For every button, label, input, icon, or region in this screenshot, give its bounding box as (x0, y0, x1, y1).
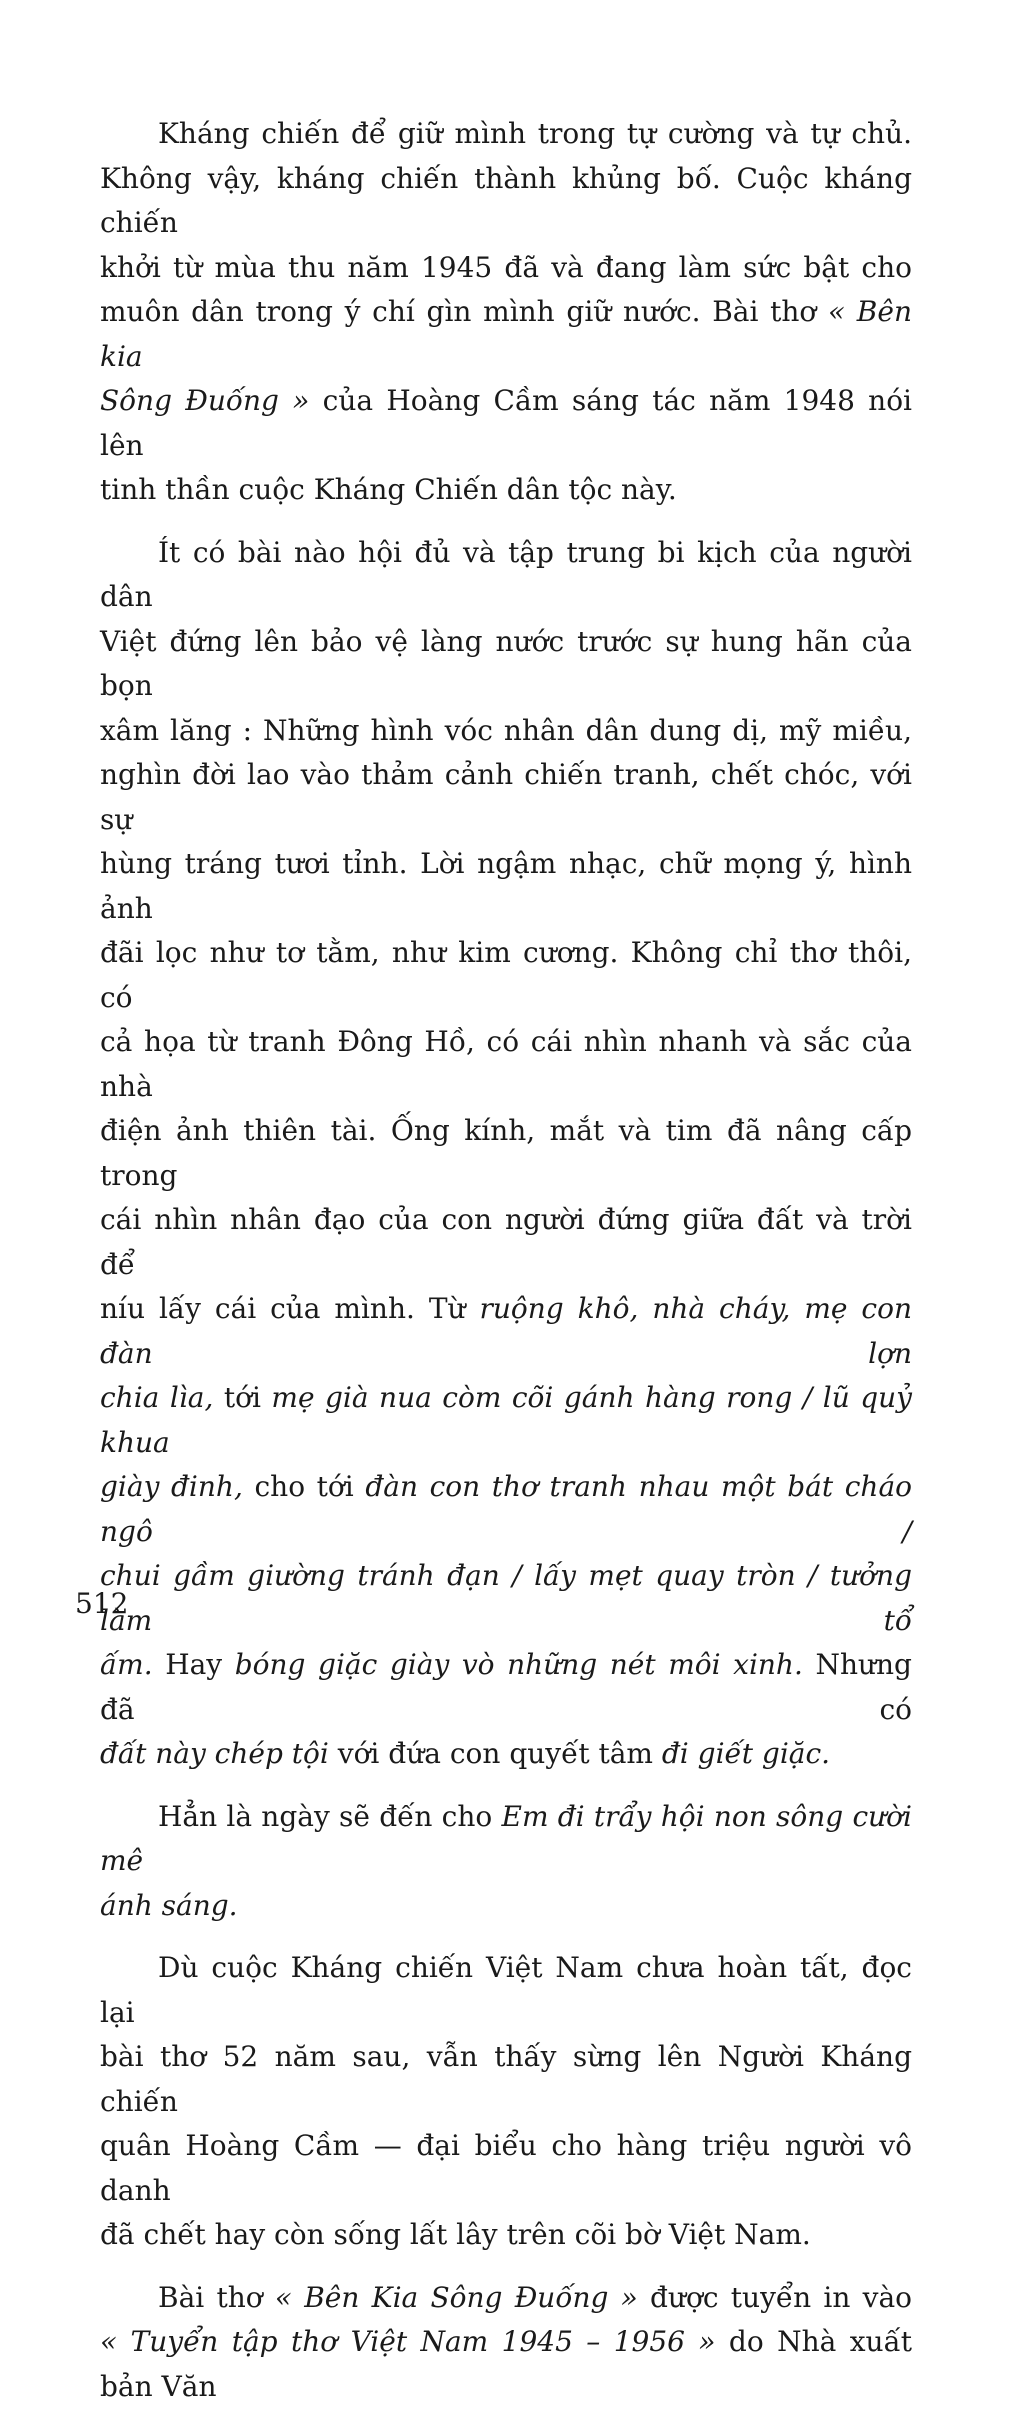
italic-quote: Em đi trẩy hội non sông cười mê (100, 1799, 912, 1877)
text-line (100, 1732, 912, 1777)
text-line (100, 112, 912, 157)
italic-quote: mẹ già nua còm cõi gánh hàng rong / lũ quỷ khua (100, 1381, 912, 1459)
text-line (100, 753, 912, 842)
text-run: hùng tráng tươi tỉnh. Lời ngậm nhạc, chữ mọng ý, hình ảnh (100, 847, 912, 925)
text-line (100, 246, 912, 291)
text-line (100, 290, 912, 379)
text-run: của Hoàng Cầm sáng tác năm 1948 nói lên (100, 384, 913, 462)
text-line (100, 1795, 912, 1884)
italic-quote: đàn con thơ tranh nhau một bát cháo ngô / (100, 1470, 912, 1548)
text-line (100, 2213, 912, 2258)
paragraph (100, 1946, 912, 2258)
text-run: quân Hoàng Cầm — đại biểu cho hàng triệu người vô danh (100, 2129, 912, 2207)
text-line (100, 2276, 912, 2321)
italic-quote: đi giết giặc. (661, 1737, 831, 1770)
text-run: cả họa từ tranh Đông Hồ, có cái nhìn nhanh và sắc của nhà (100, 1025, 912, 1103)
text-run: muôn dân trong ý chí gìn mình giữ nước. Bài thơ (100, 295, 828, 328)
italic-quote: « Tuyển tập thơ Việt Nam 1945 – 1956 » (100, 2325, 716, 2358)
italic-quote: ruộng khô, nhà cháy, mẹ con đàn lợn (100, 1292, 913, 1370)
text-line (100, 1020, 912, 1109)
text-run: Hẳn là ngày sẽ đến cho (158, 1799, 502, 1833)
text-run: tinh thần cuộc Kháng Chiến dân tộc này. (100, 473, 677, 506)
text-line (100, 931, 912, 1020)
text-run: nghìn đời lao vào thảm cảnh chiến tranh, chết chóc, với sự (100, 758, 912, 836)
text-run: đã chết hay còn sống lất lây trên cõi bờ Việt Nam. (100, 2218, 811, 2251)
text-line (100, 1946, 912, 2035)
text-line (100, 2124, 912, 2213)
italic-quote: Sông Đuống » (100, 384, 310, 417)
paragraph (100, 1795, 912, 1929)
text-run: Nhưng đã có (100, 1648, 912, 1726)
text-line (100, 379, 912, 468)
text-run: cái nhìn nhân đạo của con người đứng giữa đất và trời để (100, 1203, 912, 1281)
text-line (100, 1198, 912, 1287)
italic-quote: giày đinh, (100, 1470, 243, 1503)
text-run: Ít có bài nào hội đủ và tập trung bi kịch của người dân (100, 535, 912, 613)
text-run: Không vậy, kháng chiến thành khủng bố. Cuộc kháng chiến (100, 161, 912, 239)
text-line (100, 1287, 912, 1376)
text-run: cho tới (242, 1470, 366, 1503)
text-line (100, 1109, 912, 1198)
text-run: tới (213, 1381, 272, 1414)
paragraph (100, 2276, 912, 2410)
text-run: níu lấy cái của mình. Từ (100, 1292, 480, 1325)
text-run: Việt đứng lên bảo vệ làng nước trước sự hung hãn của bọn (100, 624, 912, 702)
text-line (100, 468, 912, 513)
text-run: với đứa con quyết tâm (328, 1737, 662, 1770)
text-run: được tuyển in vào (637, 2280, 913, 2314)
text-line (100, 1554, 912, 1643)
text-line (100, 1465, 912, 1554)
italic-quote: bóng giặc giày vò những nét môi xinh. (234, 1648, 803, 1681)
text-line (100, 1376, 912, 1465)
paragraph (100, 531, 912, 1777)
text-line (100, 2035, 912, 2124)
italic-quote: chui gầm giường tránh đạn / lấy mẹt quay tròn / tưởng làm tổ (100, 1559, 912, 1637)
italic-quote: ấm. (100, 1648, 153, 1681)
text-run: khởi từ mùa thu năm 1945 đã và đang làm sức bật cho (100, 250, 912, 284)
text-line (100, 709, 912, 754)
text-run: do Nhà xuất bản Văn (100, 2325, 912, 2403)
text-line (100, 1884, 912, 1929)
page-number: 512 (75, 1587, 129, 1620)
text-run: Dù cuộc Kháng chiến Việt Nam chưa hoàn tất, đọc lại (100, 1951, 912, 2029)
text-run: Kháng chiến để giữ mình trong tự cường và tự chủ. (158, 117, 912, 150)
text-line (100, 2320, 912, 2409)
italic-quote: « Bên kia (100, 295, 912, 373)
text-run: đãi lọc như tơ tằm, như kim cương. Không chỉ thơ thôi, có (100, 936, 912, 1014)
text-run: điện ảnh thiên tài. Ống kính, mắt và tim đã nâng cấp trong (100, 1114, 912, 1192)
text-run: Bài thơ (158, 2280, 275, 2314)
text-line (100, 531, 912, 620)
body-text (100, 112, 912, 2427)
italic-quote: đất này chép tội (100, 1737, 329, 1770)
paragraph (100, 112, 912, 513)
italic-quote: ánh sáng. (100, 1888, 238, 1922)
text-run: xâm lăng : Những hình vóc nhân dân dung dị, mỹ miều, (100, 713, 912, 747)
italic-quote: « Bên Kia Sông Đuống » (274, 2280, 638, 2314)
text-line (100, 157, 912, 246)
text-line (100, 842, 912, 931)
text-run: bài thơ 52 năm sau, vẫn thấy sừng lên Người Kháng chiến (100, 2040, 912, 2118)
italic-quote: chia lìa, (100, 1381, 214, 1414)
text-line (100, 620, 912, 709)
text-line (100, 1643, 912, 1732)
text-run: Hay (152, 1648, 235, 1681)
